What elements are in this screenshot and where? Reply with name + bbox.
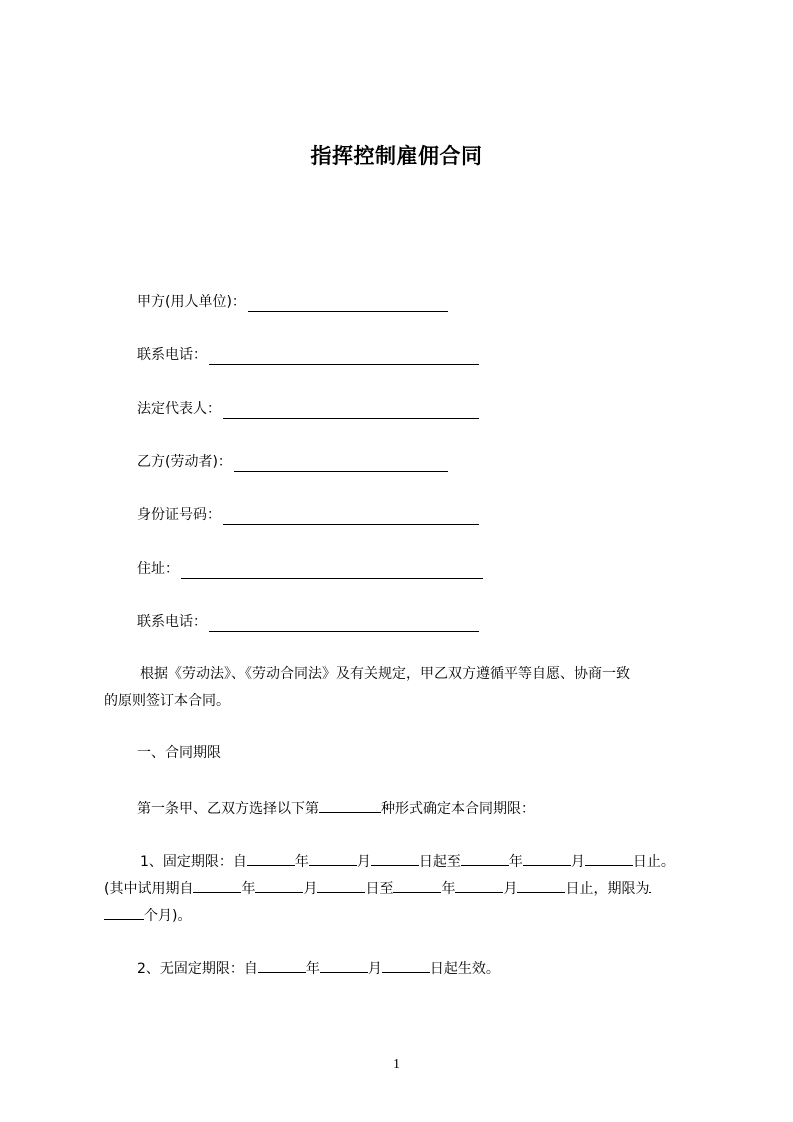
fixed-start-month-unit: 月 (356, 854, 371, 870)
article-1-suffix: 种形式确定本合同期限： (381, 801, 535, 817)
trial-end-month-unit: 月 (503, 881, 518, 897)
trial-start-month-unit: 月 (303, 881, 318, 897)
trial-end-month-blank[interactable] (455, 877, 503, 893)
party-b-blank[interactable] (234, 453, 448, 472)
fixed-term-label: 1、固定期限：自 (140, 854, 247, 870)
fixed-start-day-blank[interactable] (371, 850, 419, 866)
form-choice-blank[interactable] (319, 797, 381, 813)
open-year-unit: 年 (305, 961, 320, 977)
address-field (137, 557, 483, 579)
party-a-phone-field (137, 343, 479, 365)
trial-to-label: 日至 (365, 881, 394, 897)
section-1-heading: 一、合同期限 (137, 745, 221, 761)
open-day-blank[interactable] (382, 957, 430, 973)
trial-start-year-blank[interactable] (193, 877, 241, 893)
fixed-end-month-blank[interactable] (523, 850, 571, 866)
party-b-label: 乙方(劳动者)： (137, 454, 232, 470)
fixed-end-year-unit: 年 (508, 854, 523, 870)
trial-end-year-unit: 年 (441, 881, 456, 897)
open-year-blank[interactable] (258, 957, 306, 973)
party-a-label: 甲方(用人单位)： (137, 294, 246, 310)
fixed-end-day-blank[interactable] (585, 850, 633, 866)
open-term-label: 2、无固定期限：自 (137, 961, 258, 977)
party-b-phone-label: 联系电话： (137, 614, 207, 630)
trial-end-label: 日止，期限为 (565, 881, 650, 897)
trial-months-blank[interactable] (104, 904, 144, 920)
trial-start-day-blank[interactable] (317, 877, 365, 893)
trial-end-day-blank[interactable] (517, 877, 565, 893)
party-a-phone-label: 联系电话： (137, 347, 207, 363)
fixed-start-day-unit: 日起至 (418, 854, 461, 870)
intro-line-2: 的原则签订本合同。 (104, 693, 230, 709)
party-a-phone-blank[interactable] (209, 346, 479, 365)
fixed-term-line-2 (104, 877, 651, 899)
trial-start-month-blank[interactable] (255, 877, 303, 893)
fixed-start-year-blank[interactable] (247, 850, 295, 866)
fixed-term-line-3 (104, 904, 191, 926)
contract-title: 指挥控制雇佣合同 (310, 144, 483, 168)
legal-rep-field (137, 397, 479, 419)
trial-months-blank-start[interactable] (649, 877, 651, 893)
fixed-term-line-1 (140, 850, 675, 872)
fixed-start-year-unit: 年 (294, 854, 309, 870)
legal-rep-blank[interactable] (223, 400, 479, 419)
trial-months-unit: 个月)。 (144, 908, 192, 924)
open-term-line (137, 957, 500, 979)
fixed-end-month-unit: 月 (570, 854, 585, 870)
address-label: 住址： (137, 561, 179, 577)
party-b-phone-blank[interactable] (209, 613, 479, 632)
article-1-prefix: 第一条甲、乙双方选择以下第 (137, 801, 319, 817)
open-month-unit: 月 (367, 961, 382, 977)
party-a-field (137, 290, 448, 312)
trial-start-year-unit: 年 (241, 881, 256, 897)
party-a-blank[interactable] (248, 293, 448, 312)
trial-open-label: (其中试用期自 (104, 881, 194, 897)
fixed-end-day-unit: 日止。 (632, 854, 675, 870)
trial-end-year-blank[interactable] (393, 877, 441, 893)
id-number-field (137, 503, 479, 525)
open-month-blank[interactable] (320, 957, 368, 973)
fixed-start-month-blank[interactable] (309, 850, 357, 866)
id-number-blank[interactable] (223, 506, 479, 525)
intro-line-1: 根据《劳动法》、《劳动合同法》及有关规定，甲乙双方遵循平等自愿、协商一致 (140, 666, 630, 682)
page-number: 1 (393, 1057, 400, 1072)
id-number-label: 身份证号码： (137, 507, 221, 523)
open-effective-label: 日起生效。 (429, 961, 500, 977)
address-blank[interactable] (181, 560, 483, 579)
party-b-phone-field (137, 610, 479, 632)
party-b-field (137, 450, 448, 472)
article-1 (137, 797, 535, 819)
fixed-end-year-blank[interactable] (461, 850, 509, 866)
legal-rep-label: 法定代表人： (137, 401, 221, 417)
